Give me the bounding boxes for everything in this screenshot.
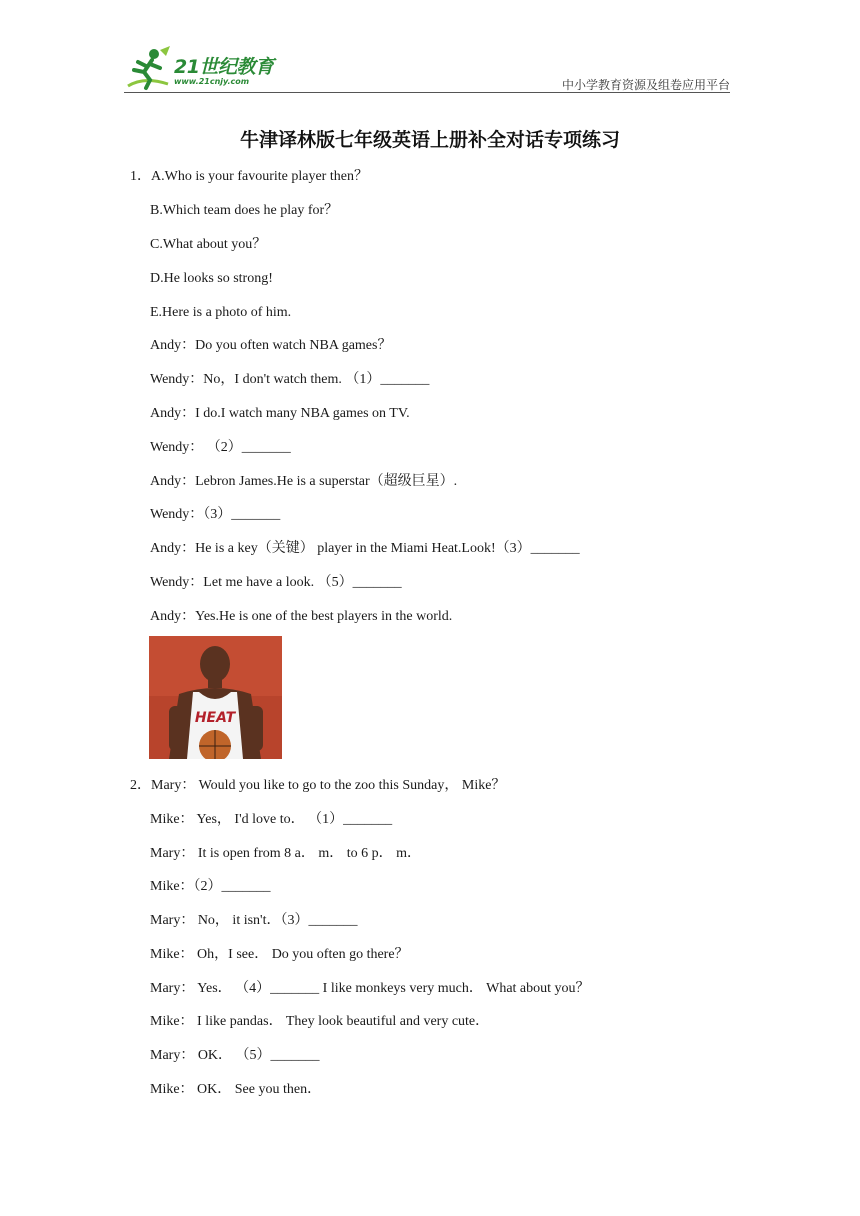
page-header [0, 0, 860, 100]
q1-dialogue-line: Andy：Lebron James.He is a superstar（超级巨星）. [150, 474, 458, 489]
q1-dialogue-line: Andy：Yes.He is one of the best players in the world. [150, 609, 453, 624]
q1-option-b: B.Which team does he play for？ [150, 203, 339, 218]
logo [124, 46, 294, 94]
platform-tagline: 中小学教育资源及组卷应用平台 [561, 78, 730, 92]
q1-dialogue-line: Wendy：No，I don't watch them. （1）_______ [150, 372, 430, 387]
q2-dialogue-line: Mike：（2）_______ [150, 879, 271, 894]
player-photo-icon [149, 636, 282, 759]
q2-dialogue-line: Mike： OK． See you then． [150, 1082, 322, 1097]
q2-dialogue-line: Mary： No， it isn't．（3）_______ [150, 913, 358, 928]
runner-logo-icon [124, 46, 172, 92]
q1-dialogue-line: Wendy：Let me have a look. （5）_______ [150, 575, 402, 590]
q1-dialogue-line: Andy：He is a key（关键） player in the Miami Heat.Look!（3）_______ [150, 541, 580, 556]
q1-dialogue-line: Wendy： （2）_______ [150, 440, 291, 455]
jersey-text: HEAT [194, 710, 236, 726]
q2-dialogue-line: Mary： It is open from 8 a． m． to 6 p． m． [150, 846, 422, 861]
q2-dialogue-line: Mary： OK． （5）_______ [150, 1048, 320, 1063]
q1-option-d: D.He looks so strong! [150, 271, 273, 286]
q1-option-c: C.What about you？ [150, 237, 267, 252]
q1-dialogue-line: Andy：I do.I watch many NBA games on TV. [150, 406, 410, 421]
q2-dialogue-line: Mary： Yes． （4）_______ I like monkeys very much． What about you？ [150, 981, 590, 996]
header-divider [124, 92, 730, 93]
q1-dialogue-line: Andy：Do you often watch NBA games？ [150, 338, 392, 353]
basketball-player-photo [149, 636, 282, 759]
q2-dialogue-line: Mike： Yes， I'd love to． （1）_______ [150, 812, 393, 827]
q1-option-a: 1．A.Who is your favourite player then？ [130, 169, 368, 184]
q1-dialogue-line: Wendy：（3）_______ [150, 507, 281, 522]
q1-option-e: E.Here is a photo of him. [150, 305, 292, 320]
page-title: 牛津译林版七年级英语上册补全对话专项练习 [239, 129, 620, 151]
q2-dialogue-line: Mike： I like pandas． They look beautiful and very cute． [150, 1014, 490, 1029]
q2-dialogue-line: Mike： Oh，I see． Do you often go there？ [150, 947, 409, 962]
q2-dialogue-line: 2．Mary： Would you like to go to the zoo this Sunday， Mike？ [130, 778, 506, 793]
logo-text: 21世纪教育 [174, 56, 274, 78]
logo-url: www.21cnjy.com [174, 77, 250, 86]
